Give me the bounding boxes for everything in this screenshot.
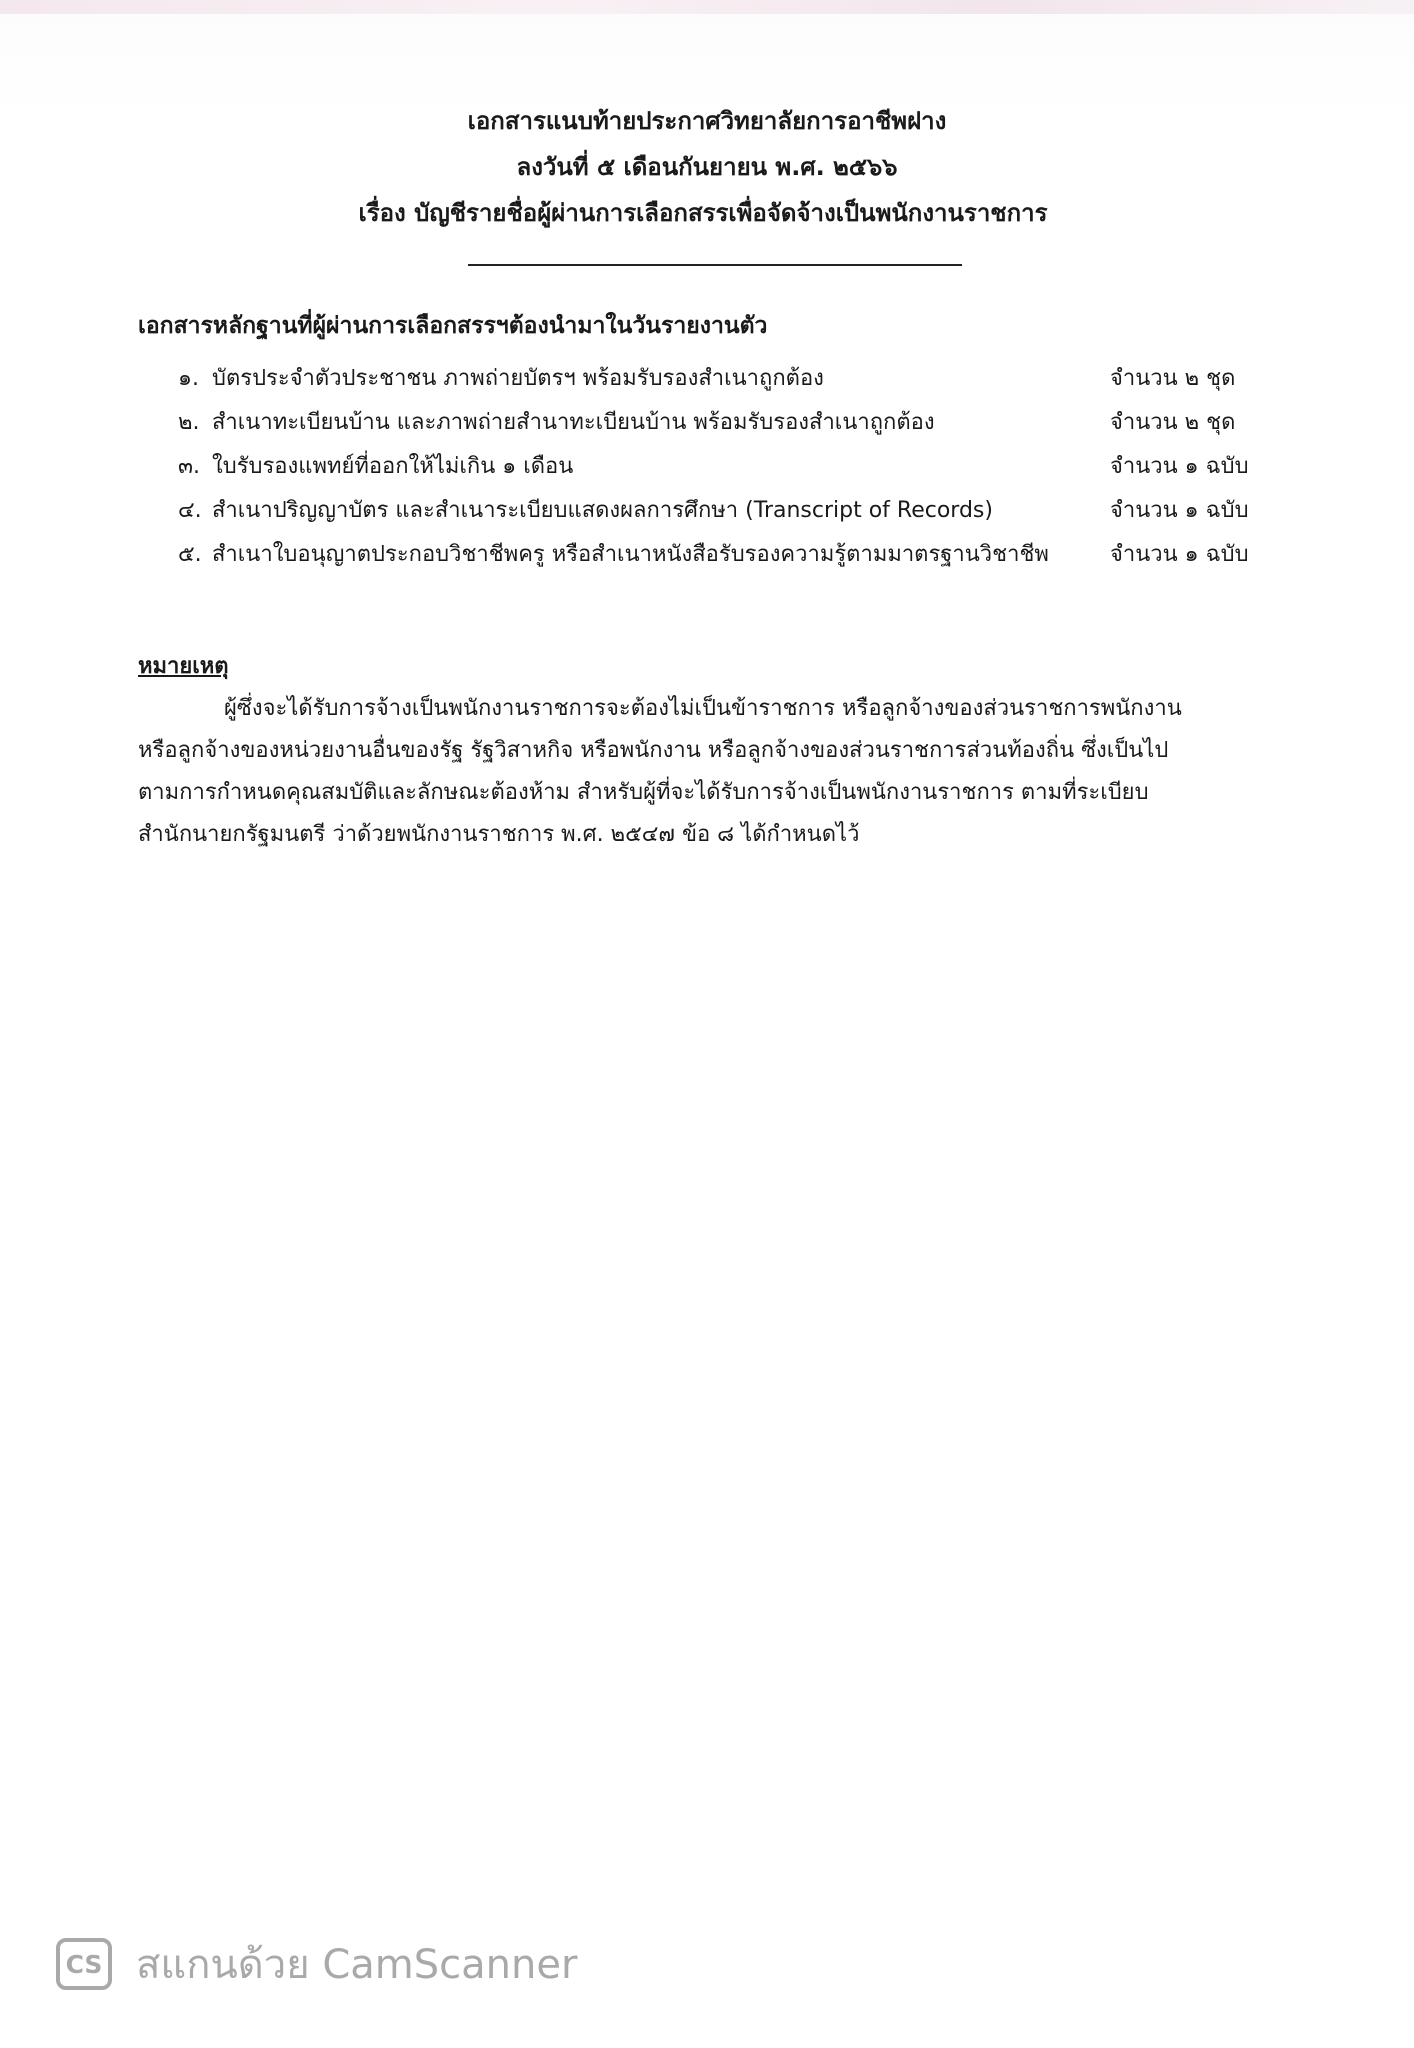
watermark-text: สแกนด้วย CamScanner	[136, 1942, 578, 1988]
item-quantity: จำนวน ๑ ฉบับ	[1110, 542, 1249, 567]
documents-section-title: เอกสารหลักฐานที่ผู้ผ่านการเลือกสรรฯต้องนำมาในวันรายงานตัว	[138, 313, 768, 339]
item-text: สำเนาใบอนุญาตประกอบวิชาชีพครู หรือสำเนาหนังสือรับรองความรู้ตามมาตรฐานวิชาชีพ	[212, 542, 1049, 567]
item-number: ๕.	[178, 542, 202, 567]
note-line: หรือลูกจ้างของหน่วยงานอื่นของรัฐ รัฐวิสาหกิจ หรือพนักงาน หรือลูกจ้างของส่วนราชการส่วนท้องถิ่น ซึ่งเป็นไป	[138, 738, 1169, 763]
document-item	[178, 360, 1293, 404]
note-line: ผู้ซึ่งจะได้รับการจ้างเป็นพนักงานราชการจะต้องไม่เป็นข้าราชการ หรือลูกจ้างของส่วนราชการพนักงาน	[224, 696, 1182, 721]
item-text: ใบรับรองแพทย์ที่ออกให้ไม่เกิน ๑ เดือน	[212, 454, 574, 479]
document-header	[0, 98, 1414, 236]
header-date: ลงวันที่ ๕ เดือนกันยายน พ.ศ. ๒๕๖๖	[516, 153, 898, 181]
note-heading: หมายเหตุ	[138, 654, 229, 679]
item-number: ๒.	[178, 410, 200, 435]
document-item	[178, 448, 1293, 492]
item-number: ๔.	[178, 498, 202, 523]
item-quantity: จำนวน ๒ ชุด	[1110, 410, 1236, 435]
header-divider	[468, 264, 962, 266]
header-title: เอกสารแนบท้ายประกาศวิทยาลัยการอาชีพฝาง	[467, 107, 947, 135]
document-item	[178, 404, 1293, 448]
camscanner-watermark	[56, 1936, 577, 1992]
item-number: ๓.	[178, 454, 201, 479]
item-number: ๑.	[178, 366, 199, 391]
item-text: สำเนาปริญญาบัตร และสำเนาระเบียบแสดงผลการศึกษา (Transcript of Records)	[212, 498, 993, 523]
item-quantity: จำนวน ๒ ชุด	[1110, 366, 1236, 391]
item-text: สำเนาทะเบียนบ้าน และภาพถ่ายสำนาทะเบียนบ้าน พร้อมรับรองสำเนาถูกต้อง	[212, 410, 935, 435]
note-line: สำนักนายกรัฐมนตรี ว่าด้วยพนักงานราชการ พ.ศ. ๒๕๔๗ ข้อ ๘ ได้กำหนดไว้	[138, 822, 860, 847]
document-item	[178, 492, 1293, 536]
item-text: บัตรประจำตัวประชาชน ภาพถ่ายบัตรฯ พร้อมรับรองสำเนาถูกต้อง	[212, 366, 824, 391]
header-subject: เรื่อง บัญชีรายชื่อผู้ผ่านการเลือกสรรเพื่อจัดจ้างเป็นพนักงานราชการ	[358, 199, 1048, 227]
item-quantity: จำนวน ๑ ฉบับ	[1110, 454, 1249, 479]
scan-edge-stain	[0, 0, 1414, 14]
item-quantity: จำนวน ๑ ฉบับ	[1110, 498, 1249, 523]
note-line: ตามการกำหนดคุณสมบัติและลักษณะต้องห้าม สำหรับผู้ที่จะได้รับการจ้างเป็นพนักงานราชการ ตามที่ระเบียบ	[138, 780, 1149, 805]
document-item	[178, 536, 1293, 580]
documents-list	[178, 360, 1293, 580]
camscanner-logo-icon: CS	[56, 1938, 112, 1990]
note-paragraph	[138, 688, 1288, 856]
